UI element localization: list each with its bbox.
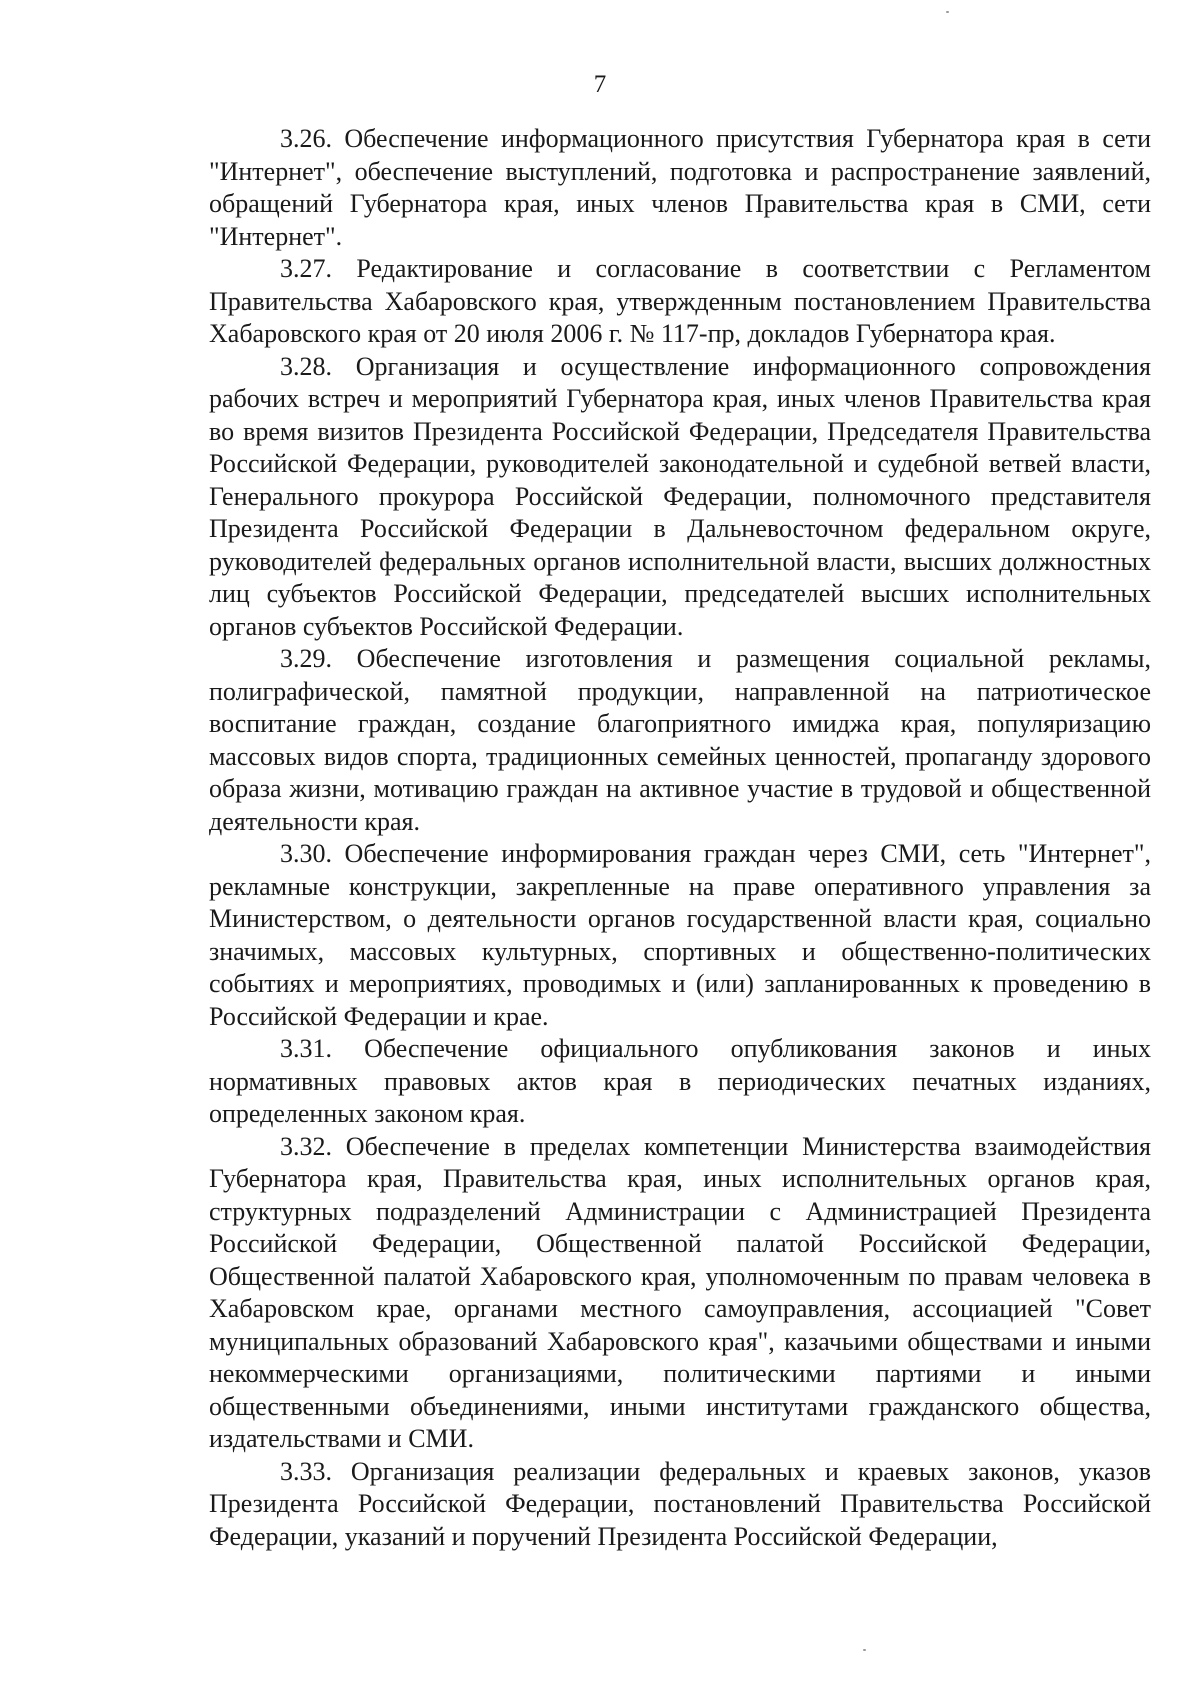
paragraph-3-28: 3.28. Организация и осуществление информационного сопровождения рабочих встреч и мероприятий Губернатора края, иных членов Правительства края во время визитов Президента Российской Федерации, Председателя Правительства Российской Федерации, руководителей законодательной и судебной ветвей власти, Генерального прокурора Российской Федерации, полномочного представителя Президента Российской Федерации в Дальневосточном федеральном округе, руководителей федеральных органов исполнительной власти, высших должностных лиц субъектов Российской Федерации, председателей высших исполнительных органов субъектов Российской Федерации. (209, 351, 1151, 641)
paragraph-3-30: 3.30. Обеспечение информирования граждан через СМИ, сеть "Интернет", рекламные конструкции, закрепленные на праве оперативного управления за Министерством, о деятельности органов государственной власти края, социально значимых, массовых культурных, спортивных и общественно-политических событиях и мероприятиях, проводимых и (или) запланированных к проведению в Российской Федерации и крае. (209, 839, 1151, 1031)
paragraph-3-32: 3.32. Обеспечение в пределах компетенции Министерства взаимодействия Губернатора края, Правительства края, иных исполнительных органов края, структурных подразделений Администрации с Администрацией Президента Российской Федерации, Общественной палатой Российской Федерации, Общественной палатой Хабаровского края, уполномоченным по правам человека в Хабаровском крае, органами местного самоуправления, ассоциацией "Совет муниципальных образований Хабаровского края", казачьими обществами и иными некоммерческими организациями, политическими партиями и иными общественными объединениями, иными институтами гражданского общества, издательствами и СМИ. (209, 1131, 1151, 1453)
paragraph-3-33: 3.33. Организация реализации федеральных и краевых законов, указов Президента Российской Федерации, постановлений Правительства Российской Федерации, указаний и поручений Президента Российской Федерации, (209, 1456, 1151, 1551)
paragraph-3-31: 3.31. Обеспечение официального опубликования законов и иных нормативных правовых актов края в периодических печатных изданиях, определенных законом края. (209, 1034, 1151, 1128)
scan-speck (946, 11, 949, 13)
paragraph-3-29: 3.29. Обеспечение изготовления и размещения социальной рекламы, полиграфической, памятной продукции, направленной на патриотическое воспитание граждан, создание благоприятного имиджа края, популяризацию массовых видов спорта, традиционных семейных ценностей, пропаганду здорового образа жизни, мотивацию граждан на активное участие в трудовой и общественной деятельности края. (209, 644, 1151, 836)
document-body (209, 123, 1151, 1553)
scan-speck (863, 1649, 866, 1651)
paragraph-3-27: 3.27. Редактирование и согласование в соответствии с Регламентом Правительства Хабаровского края, утвержденным постановлением Правительства Хабаровского края от 20 июля 2006 г. № 117-пр, докладов Губернатора края. (209, 254, 1151, 348)
page-number: 7 (593, 71, 607, 98)
paragraph-3-26: 3.26. Обеспечение информационного присутствия Губернатора края в сети "Интернет", обеспечение выступлений, подготовка и распространение заявлений, обращений Губернатора края, иных членов Правительства края в СМИ, сети "Интернет". (209, 124, 1151, 251)
